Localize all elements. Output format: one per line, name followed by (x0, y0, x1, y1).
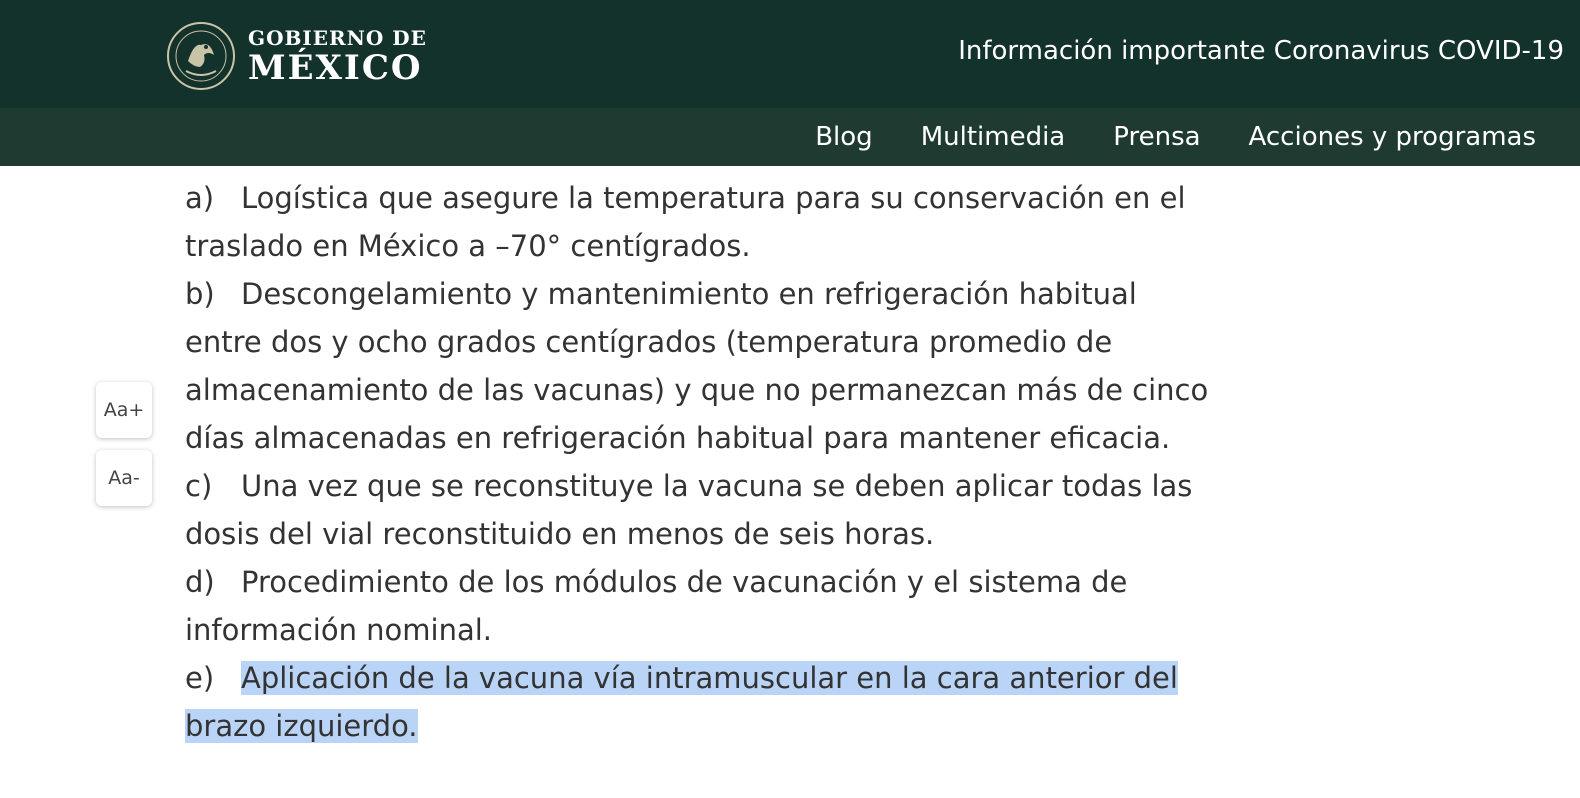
font-increase-button[interactable]: Aa+ (96, 382, 152, 438)
list-item (185, 462, 1215, 558)
main-navbar (0, 108, 1580, 166)
article-content (185, 174, 1215, 750)
list-item-text: Procedimiento de los módulos de vacunación y el sistema de información nominal. (185, 565, 1128, 647)
font-size-controls (96, 382, 152, 518)
logo-line-1: GOBIERNO DE (248, 25, 427, 50)
covid-info-link[interactable]: Información importante Coronavirus COVID-19 (958, 36, 1564, 66)
list-item-text: Logística que asegure la temperatura para su conservación en el traslado en México a –70° centígrados. (185, 181, 1186, 263)
top-header (0, 0, 1580, 108)
list-marker: b) (185, 277, 215, 311)
highlighted-selection-text: Aplicación de la vacuna vía intramuscular en la cara anterior del brazo izquierdo. (185, 661, 1178, 743)
list-marker: e) (185, 661, 215, 695)
nav-item-multimedia[interactable]: Multimedia (920, 122, 1066, 152)
list-marker: a) (185, 181, 215, 215)
list-marker: c) (185, 469, 213, 503)
logo-text (248, 25, 427, 88)
nav-item-blog[interactable]: Blog (815, 122, 873, 152)
gobierno-mexico-logo[interactable] (166, 20, 427, 92)
list-item-text: Una vez que se reconstituye la vacuna se deben aplicar todas las dosis del vial reconstituido en menos de seis horas. (185, 469, 1193, 551)
mexico-eagle-seal-icon (166, 21, 236, 91)
nav-menu (815, 108, 1536, 166)
list-item (185, 174, 1215, 270)
list-item (185, 270, 1215, 462)
list-item-text: Descongelamiento y mantenimiento en refrigeración habitual entre dos y ocho grados centígrados (temperatura promedio de almacenamiento de las vacunas) y que no permanezcan más de cinco días almacenadas en refrigeración habitual para mantener eficacia. (185, 277, 1209, 455)
list-marker: d) (185, 565, 215, 599)
logo-line-2: MÉXICO (248, 47, 423, 88)
nav-item-acciones-programas[interactable]: Acciones y programas (1248, 122, 1536, 152)
nav-item-prensa[interactable]: Prensa (1113, 122, 1201, 152)
list-item (185, 558, 1215, 654)
font-decrease-button[interactable]: Aa- (96, 450, 152, 506)
list-item (185, 654, 1215, 750)
